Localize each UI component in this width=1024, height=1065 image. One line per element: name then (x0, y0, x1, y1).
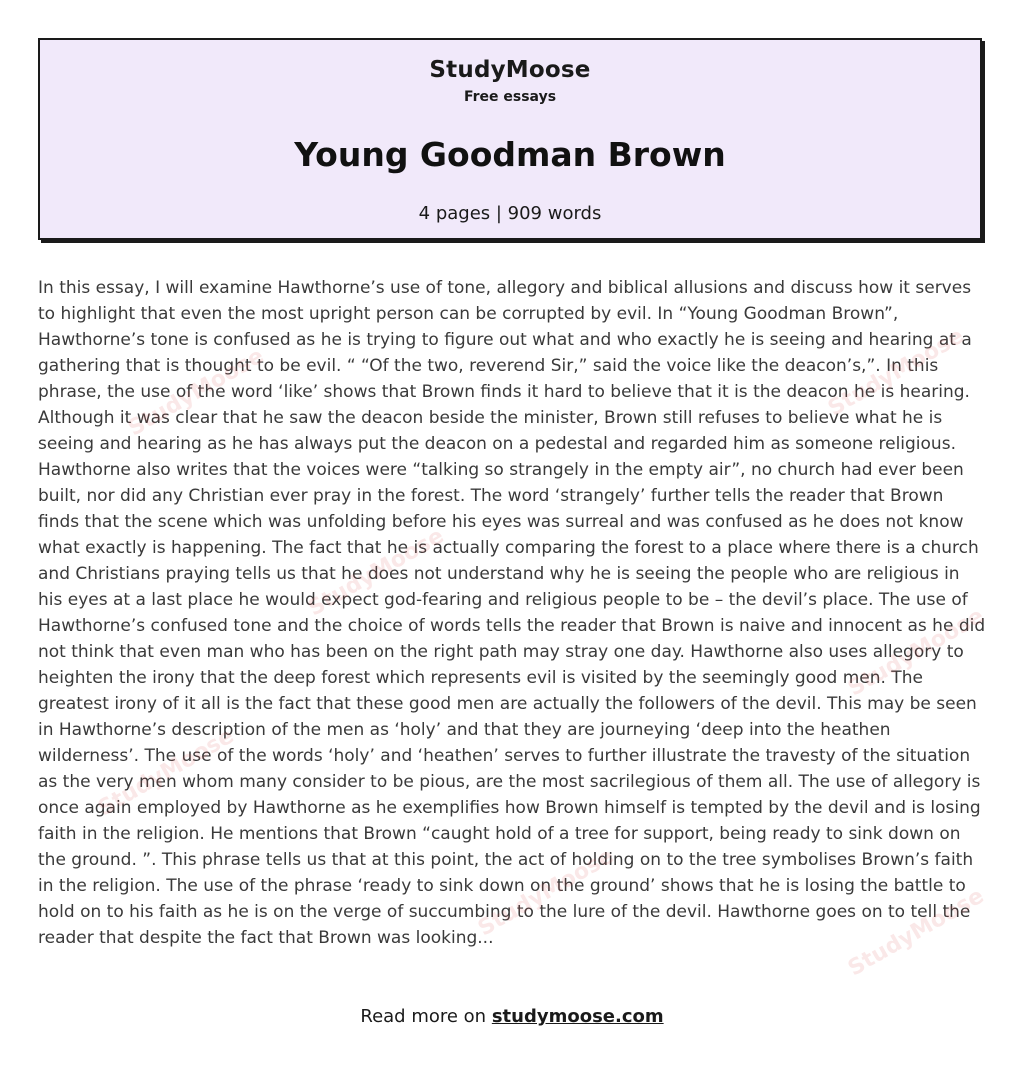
studymoose-link[interactable]: studymoose.com (491, 1006, 664, 1027)
watermark-stamp: StudyMoose (823, 323, 969, 422)
watermark-stamp: StudyMoose (473, 843, 619, 942)
essay-body-text: In this essay, I will examine Hawthorne’s use of tone, allegory and biblical allusions and discuss how it serves to highlight that even the most upright person can be corrupted by evil. In “Young Goodman Brown”, Hawthorne’s tone is confused as he is trying to figure out what and who exactly he is seeing and hearing at a gathering that is thought to be evil. “ “Of the two, reverend Sir,” said the voice like the deacon’s,”. In this phrase, the use of the word ‘like’ shows that Brown finds it hard to believe that it is the deacon he is hearing. Although it was clear that he saw the deacon beside the minister, Brown still refuses to believe what he is seeing and hearing as he has always put the deacon on a pedestal and regarded him as someone religious. Hawthorne also writes that the voices were “talking so strangely in the empty air”, no church had ever been built, nor did any Christian ever pray in the forest. The word ‘strangely’ further tells the reader that Brown finds that the scene which was unfolding before his eyes was surreal and was confused as he does not know what exactly is happening. The fact that he is actually comparing the forest to a place where there is a church and Christians praying tells us that he does not understand why he is seeing the people who are religious in his eyes at a last place he would expect god-fearing and religious people to be – the devil’s place. The use of Hawthorne’s confused tone and the choice of words tells the reader that Brown is naive and innocent as he did not think that even man who has been on the right path may stray one day. Hawthorne also uses allegory to heighten the irony that the deep forest which represents evil is visited by the seemingly good men. The greatest irony of it all is the fact that these good men are actually the followers of the devil. This may be seen in Hawthorne’s description of the men as ‘holy’ and that they are journeying ‘deep into the heathen wilderness’. The use of the words ‘holy’ and ‘heathen’ serves to further illustrate the travesty of the situation as the very men whom many consider to be pious, are the most sacrilegious of them all. The use of allegory is once again employed by Hawthorne as he exemplifies how Brown himself is tempted by the devil and is losing faith in the religion. He mentions that Brown “caught hold of a tree for support, being ready to sink down on the ground. ”. This phrase tells us that at this point, the act of holding on to the tree symbolises Brown’s faith in the religion. The use of the phrase ‘ready to sink down on the ground’ shows that he is losing the battle to hold on to his faith as he is on the verge of succumbing to the lure of the devil. Hawthorne goes on to tell the reader that despite the fact that Brown was looking... (38, 278, 986, 948)
read-more-label: Read more on (360, 1006, 487, 1027)
read-more-footer (0, 1006, 1024, 1027)
watermark-stamp: StudyMoose (843, 603, 989, 702)
essay-title: Young Goodman Brown (294, 135, 726, 174)
essay-header-card (38, 38, 982, 240)
watermark-stamp: StudyMoose (303, 523, 449, 622)
watermark-stamp: StudyMoose (93, 723, 239, 822)
essay-page-word-count: 4 pages | 909 words (418, 203, 602, 224)
brand-tagline: Free essays (463, 89, 557, 105)
watermark-stamp: StudyMoose (123, 343, 269, 442)
studymoose-logo: StudyMoose (429, 57, 591, 83)
watermark-stamp: StudyMoose (843, 883, 989, 982)
